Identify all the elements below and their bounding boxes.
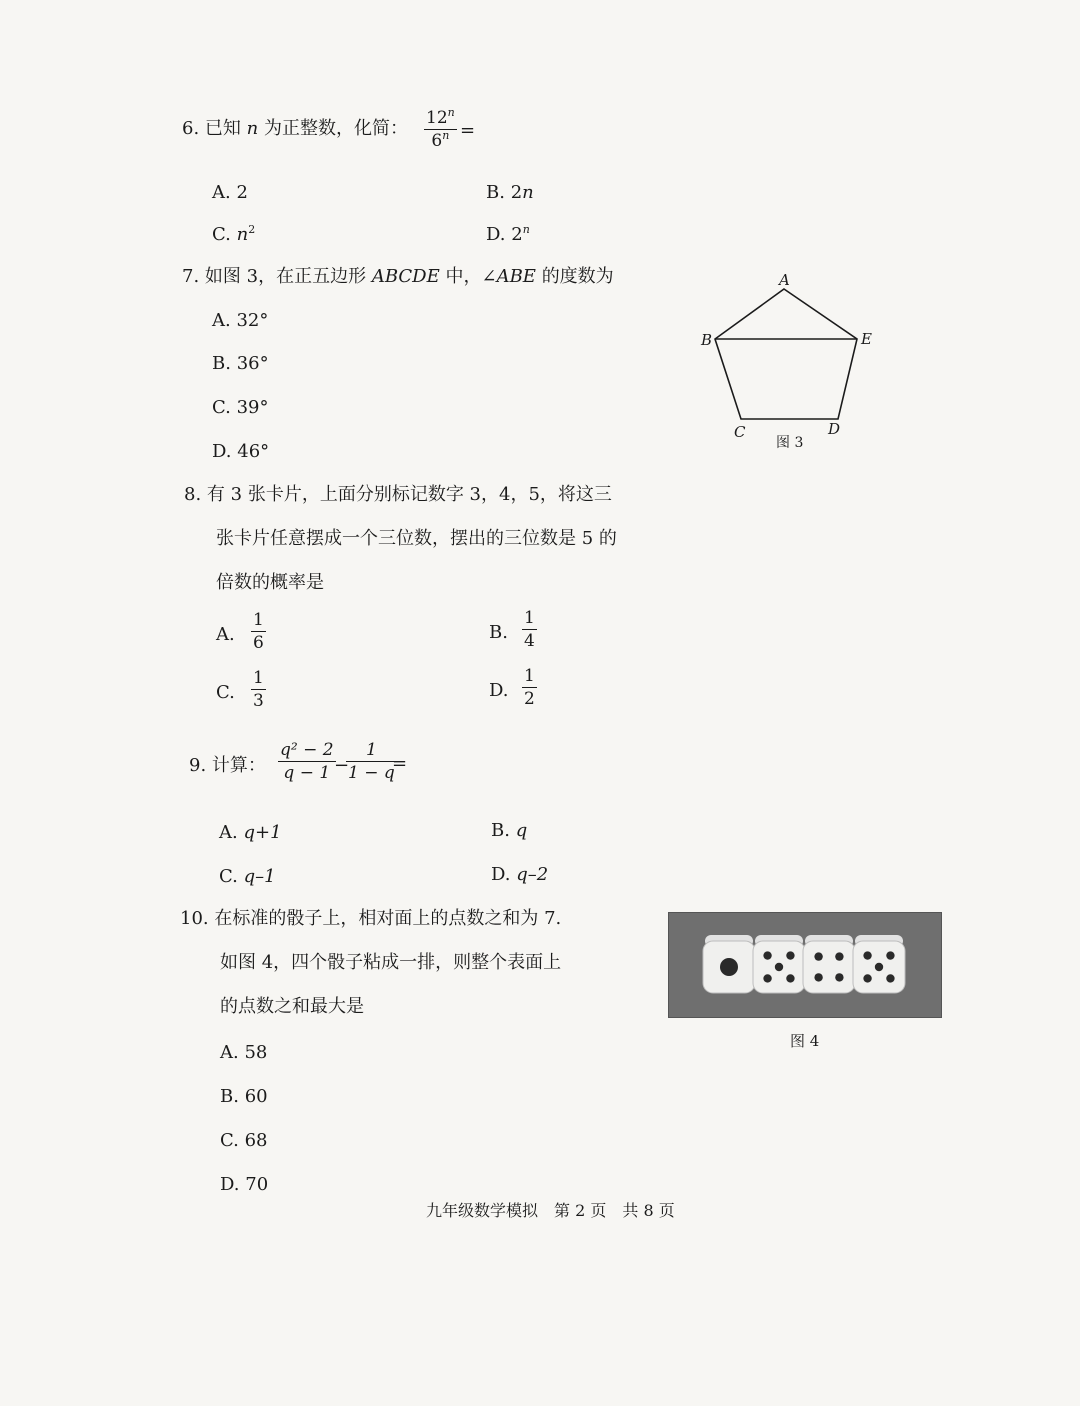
q9-stem-text: 计算：	[211, 755, 266, 776]
q6-frac-num-base: 12	[426, 108, 448, 128]
die-pip	[786, 974, 794, 982]
die-pip	[763, 974, 771, 982]
q6-option-c	[212, 224, 255, 246]
q6-option-d-value: 2	[511, 224, 523, 245]
q7-option-d-label: D.	[212, 441, 232, 462]
q6-option-a-label: A.	[212, 182, 231, 203]
pentagon-shape	[715, 289, 857, 419]
q9-option-a-value: q+1	[243, 822, 282, 843]
q8-option-c-label: C.	[216, 682, 235, 703]
q7-number: 7.	[182, 266, 200, 287]
die-3	[803, 941, 855, 993]
q10-option-a-value: 58	[244, 1042, 268, 1063]
q9-stem	[189, 755, 266, 777]
q9-option-b-value: q	[515, 820, 528, 841]
q7-option-d	[212, 441, 269, 463]
q9-frac1-den: q − 1	[283, 763, 331, 783]
q10-option-a-label: A.	[220, 1042, 239, 1063]
q9-option-c	[219, 866, 276, 888]
page-footer: 九年级数学模拟 第 2 页 共 8 页	[426, 1201, 675, 1220]
q9-frac1-num: q² − 2	[280, 740, 334, 760]
q7-stem-c: 的度数为	[541, 266, 614, 287]
q10-line1	[180, 908, 561, 930]
q9-option-c-label: C.	[219, 866, 238, 887]
q6-option-a-value: 2	[236, 182, 248, 203]
q10-option-d-label: D.	[220, 1174, 240, 1195]
vertex-label-a: A	[779, 271, 790, 289]
q9-minus: −	[334, 755, 350, 776]
q8-option-b-label: B.	[489, 622, 508, 643]
q7-stem-b: 中，∠	[445, 266, 497, 287]
q6-option-a	[212, 182, 248, 204]
q7-option-a	[212, 310, 268, 332]
q6-option-b-label: B.	[486, 182, 505, 203]
q10-option-d-value: 70	[245, 1174, 269, 1195]
q9-number: 9.	[189, 755, 207, 776]
q6-option-c-label: C.	[212, 224, 231, 245]
q8-option-c-den: 3	[253, 691, 264, 711]
q6-option-c-var: n	[236, 224, 249, 245]
q8-option-d-num: 1	[524, 666, 535, 686]
q6-option-b-var: n	[522, 182, 534, 203]
q10-option-a	[220, 1042, 267, 1064]
die-pip	[814, 973, 822, 981]
q6-var: n	[246, 118, 259, 139]
q6-frac-den-base: 6	[431, 131, 443, 151]
q8-option-a-den: 6	[253, 633, 264, 653]
q8-option-a-fraction	[251, 610, 266, 653]
die-pip	[835, 973, 843, 981]
q6-stem-prefix: 已知	[204, 118, 241, 139]
q7-option-b-value: 36°	[236, 353, 269, 374]
q9-frac2-num: 1	[365, 740, 377, 760]
q8-option-b-den: 4	[524, 631, 535, 651]
q7-stem	[182, 266, 614, 288]
die-pip	[835, 952, 843, 960]
q8-option-d-den: 2	[524, 689, 535, 709]
q10-number: 10.	[180, 908, 209, 929]
figure-3-caption: 图 3	[776, 435, 804, 451]
q9-equals: =	[392, 753, 408, 774]
q7-option-a-label: A.	[212, 310, 231, 331]
die-pip	[863, 974, 871, 982]
q9-option-a	[219, 822, 282, 844]
q10-option-c	[220, 1130, 268, 1152]
vertex-label-e: E	[861, 330, 872, 348]
q9-frac2-den: 1 − q	[348, 763, 395, 783]
q8-line3: 倍数的概率是	[216, 572, 324, 593]
q9-option-d-value: q–2	[516, 864, 549, 885]
q6-number: 6.	[182, 118, 200, 139]
q8-option-c-fraction	[251, 668, 266, 711]
q7-stem-var1: ABCDE	[371, 266, 440, 287]
q10-line3: 的点数之和最大是	[220, 996, 364, 1017]
dice-row	[669, 913, 941, 1017]
q7-stem-a: 如图 3，在正五边形	[204, 266, 367, 287]
die-pip	[720, 958, 738, 976]
figure-4-caption: 图 4	[790, 1032, 820, 1050]
q9-option-a-label: A.	[219, 822, 238, 843]
q10-option-d	[220, 1174, 268, 1196]
die-pip	[775, 963, 783, 971]
q10-line1-text: 在标准的骰子上，相对面上的点数之和为 7.	[214, 908, 562, 929]
q7-option-b	[212, 353, 269, 375]
q6-option-b	[486, 182, 534, 204]
q8-option-b-fraction	[522, 608, 537, 651]
q8-option-a-num: 1	[253, 610, 264, 630]
q6-frac-den-exp: n	[442, 129, 450, 142]
q10-option-c-value: 68	[244, 1130, 268, 1151]
q10-option-c-label: C.	[220, 1130, 239, 1151]
q8-option-c-num: 1	[253, 668, 264, 688]
q8-line1	[184, 484, 612, 506]
q8-option-d-fraction	[522, 666, 537, 709]
q6-fraction	[424, 108, 457, 151]
q7-option-d-value: 46°	[237, 441, 270, 462]
q7-option-c	[212, 397, 269, 419]
q9-option-d	[491, 864, 548, 886]
q9-fraction-2	[346, 740, 397, 783]
q9-option-d-label: D.	[491, 864, 511, 885]
q8-line2: 张卡片任意摆成一个三位数，摆出的三位数是 5 的	[216, 528, 617, 549]
q6-option-d-sup: n	[522, 223, 530, 236]
figure-4-dice-photo	[668, 912, 942, 1018]
q10-option-b-label: B.	[220, 1086, 239, 1107]
q8-number: 8.	[184, 484, 202, 505]
q9-option-b-label: B.	[491, 820, 510, 841]
figure-3-pentagon	[690, 266, 890, 456]
q7-option-a-value: 32°	[236, 310, 269, 331]
q6-stem	[182, 118, 408, 140]
q8-line1-text: 有 3 张卡片，上面分别标记数字 3，4，5，将这三	[206, 484, 612, 505]
die-pip	[863, 951, 871, 959]
q8-option-a-label: A.	[216, 624, 235, 645]
q6-equals: =	[460, 120, 476, 141]
q7-option-b-label: B.	[212, 353, 231, 374]
q9-fraction-1	[278, 740, 336, 783]
q6-option-b-value: 2	[510, 182, 523, 203]
q6-frac-num-exp: n	[447, 106, 455, 119]
die-pip	[763, 951, 771, 959]
q7-option-c-value: 39°	[236, 397, 269, 418]
die-pip	[814, 952, 822, 960]
q9-option-c-value: q–1	[243, 866, 276, 887]
q6-stem-suffix: 为正整数，化简：	[263, 118, 408, 139]
q8-option-b-num: 1	[524, 608, 535, 628]
die-pip	[886, 951, 894, 959]
q10-line2: 如图 4，四个骰子粘成一排，则整个表面上	[220, 952, 562, 973]
vertex-label-d: D	[828, 420, 841, 438]
q10-option-b-value: 60	[244, 1086, 268, 1107]
q6-option-c-sup: 2	[248, 223, 256, 236]
vertex-label-c: C	[734, 423, 746, 441]
q10-option-b	[220, 1086, 268, 1108]
q7-stem-var2: ABE	[496, 266, 536, 287]
q9-option-b	[491, 820, 527, 842]
vertex-label-b: B	[701, 331, 713, 349]
q6-option-d	[486, 224, 530, 246]
die-pip	[875, 963, 883, 971]
q6-option-d-label: D.	[486, 224, 506, 245]
die-pip	[786, 951, 794, 959]
die-pip	[886, 974, 894, 982]
q8-option-d-label: D.	[489, 680, 509, 701]
q7-option-c-label: C.	[212, 397, 231, 418]
